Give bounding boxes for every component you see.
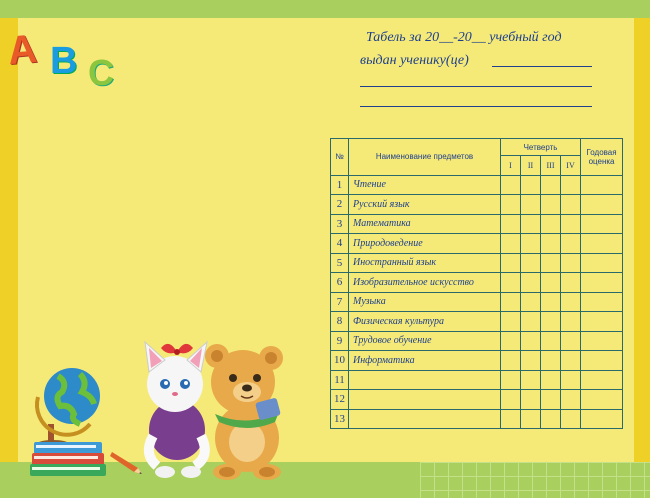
quarter-grade-cell[interactable] — [501, 409, 521, 429]
row-number: 12 — [331, 390, 349, 410]
year-grade-cell[interactable] — [581, 214, 623, 234]
quarter-grade-cell[interactable] — [501, 195, 521, 215]
quarter-grade-cell[interactable] — [501, 370, 521, 390]
row-number: 11 — [331, 370, 349, 390]
table-row — [331, 409, 623, 429]
quarter-grade-cell[interactable] — [521, 312, 541, 332]
table-row — [331, 370, 623, 390]
row-number: 8 — [331, 312, 349, 332]
table-row — [331, 195, 623, 215]
quarter-grade-cell[interactable] — [561, 331, 581, 351]
row-number: 3 — [331, 214, 349, 234]
quarter-grade-cell[interactable] — [521, 331, 541, 351]
year-grade-cell[interactable] — [581, 175, 623, 195]
subject-name: Чтение — [349, 175, 501, 195]
year-grade-cell[interactable] — [581, 331, 623, 351]
subject-name: Трудовое обучение — [349, 331, 501, 351]
year-grade-cell[interactable] — [581, 390, 623, 410]
quarter-grade-cell[interactable] — [521, 273, 541, 293]
right-border — [634, 18, 650, 462]
quarter-grade-cell[interactable] — [541, 390, 561, 410]
quarter-grade-cell[interactable] — [561, 390, 581, 410]
row-number: 4 — [331, 234, 349, 254]
quarter-grade-cell[interactable] — [561, 351, 581, 371]
quarter-grade-cell[interactable] — [501, 273, 521, 293]
row-number: 9 — [331, 331, 349, 351]
year-grade-cell[interactable] — [581, 253, 623, 273]
subject-name — [349, 409, 501, 429]
student-name-line-2 — [360, 86, 592, 87]
quarter-grade-cell[interactable] — [521, 214, 541, 234]
quarter-grade-cell[interactable] — [561, 253, 581, 273]
quarter-grade-cell[interactable] — [561, 214, 581, 234]
quarter-grade-cell[interactable] — [501, 234, 521, 254]
quarter-grade-cell[interactable] — [521, 195, 541, 215]
subject-name: Иностранный язык — [349, 253, 501, 273]
year-grade-cell[interactable] — [581, 409, 623, 429]
year-grade-cell[interactable] — [581, 292, 623, 312]
year-grade-cell[interactable] — [581, 273, 623, 293]
quarter-grade-cell[interactable] — [501, 312, 521, 332]
row-number: 6 — [331, 273, 349, 293]
row-number: 5 — [331, 253, 349, 273]
table-row — [331, 292, 623, 312]
quarter-grade-cell[interactable] — [561, 292, 581, 312]
header-title: Табель за 20__-20__ учебный год — [366, 30, 562, 45]
quarter-grade-cell[interactable] — [521, 351, 541, 371]
table-row — [331, 234, 623, 254]
student-name-line-3 — [360, 106, 592, 107]
subject-name: Русский язык — [349, 195, 501, 215]
subject-name: Природоведение — [349, 234, 501, 254]
quarter-grade-cell[interactable] — [561, 175, 581, 195]
quarter-grade-cell[interactable] — [541, 331, 561, 351]
left-border — [0, 18, 18, 462]
row-number: 10 — [331, 351, 349, 371]
quarter-grade-cell[interactable] — [561, 370, 581, 390]
subject-name — [349, 390, 501, 410]
top-border — [0, 0, 650, 18]
student-name-line-1 — [492, 66, 592, 67]
table-row — [331, 175, 623, 195]
col-quarter-header: Четверть — [501, 139, 581, 156]
subject-name: Физическая культура — [349, 312, 501, 332]
year-grade-cell[interactable] — [581, 312, 623, 332]
year-grade-cell[interactable] — [581, 351, 623, 371]
subject-name: Изобразительное искусство — [349, 273, 501, 293]
quarter-grade-cell[interactable] — [501, 351, 521, 371]
quarter-grade-cell[interactable] — [521, 390, 541, 410]
globe-on-books-illustration — [28, 362, 118, 478]
quarter-grade-cell[interactable] — [521, 175, 541, 195]
quarter-grade-cell[interactable] — [541, 214, 561, 234]
quarter-grade-cell[interactable] — [521, 253, 541, 273]
quarter-grade-cell[interactable] — [561, 273, 581, 293]
row-number: 7 — [331, 292, 349, 312]
letter-b: B — [50, 40, 78, 82]
quarter-3-header: III — [541, 156, 561, 176]
year-grade-cell[interactable] — [581, 234, 623, 254]
quarter-grade-cell[interactable] — [541, 273, 561, 293]
quarter-grade-cell[interactable] — [521, 409, 541, 429]
quarter-grade-cell[interactable] — [561, 312, 581, 332]
quarter-grade-cell[interactable] — [501, 214, 521, 234]
quarter-grade-cell[interactable] — [521, 292, 541, 312]
subject-name: Математика — [349, 214, 501, 234]
table-row — [331, 214, 623, 234]
row-number: 2 — [331, 195, 349, 215]
quarter-grade-cell[interactable] — [501, 390, 521, 410]
quarter-grade-cell[interactable] — [541, 312, 561, 332]
quarter-grade-cell[interactable] — [541, 175, 561, 195]
year-grade-cell[interactable] — [581, 195, 623, 215]
quarter-grade-cell[interactable] — [541, 234, 561, 254]
quarter-grade-cell[interactable] — [561, 195, 581, 215]
header-student-label: выдан ученику(це) — [360, 53, 469, 68]
row-number: 13 — [331, 409, 349, 429]
table-row — [331, 390, 623, 410]
quarter-grade-cell[interactable] — [501, 331, 521, 351]
quarter-2-header: II — [521, 156, 541, 176]
quarter-grade-cell[interactable] — [501, 292, 521, 312]
col-year-header: Годовая оценка — [581, 139, 623, 176]
letter-a: A — [6, 26, 39, 74]
quarter-grade-cell[interactable] — [521, 370, 541, 390]
grades-table — [330, 138, 623, 429]
bottom-grid-pattern — [420, 462, 650, 498]
quarter-grade-cell[interactable] — [541, 292, 561, 312]
quarter-grade-cell[interactable] — [561, 409, 581, 429]
row-number: 1 — [331, 175, 349, 195]
kitten-and-teddy-bear-illustration — [135, 332, 300, 482]
letter-c: C — [88, 52, 114, 93]
table-row — [331, 312, 623, 332]
quarter-grade-cell[interactable] — [521, 234, 541, 254]
col-subject-header: Наименование предметов — [349, 139, 501, 176]
quarter-4-header: IV — [561, 156, 581, 176]
table-row — [331, 351, 623, 371]
quarter-grade-cell[interactable] — [541, 370, 561, 390]
table-row — [331, 331, 623, 351]
year-grade-cell[interactable] — [581, 370, 623, 390]
quarter-grade-cell[interactable] — [501, 253, 521, 273]
table-row — [331, 273, 623, 293]
quarter-grade-cell[interactable] — [501, 175, 521, 195]
quarter-grade-cell[interactable] — [541, 253, 561, 273]
quarter-1-header: I — [501, 156, 521, 176]
quarter-grade-cell[interactable] — [561, 234, 581, 254]
grades-body — [331, 175, 623, 429]
subject-name: Информатика — [349, 351, 501, 371]
quarter-grade-cell[interactable] — [541, 409, 561, 429]
quarter-grade-cell[interactable] — [541, 351, 561, 371]
subject-name — [349, 370, 501, 390]
col-number-header: № — [331, 139, 349, 176]
subject-name: Музыка — [349, 292, 501, 312]
quarter-grade-cell[interactable] — [541, 195, 561, 215]
table-row — [331, 253, 623, 273]
